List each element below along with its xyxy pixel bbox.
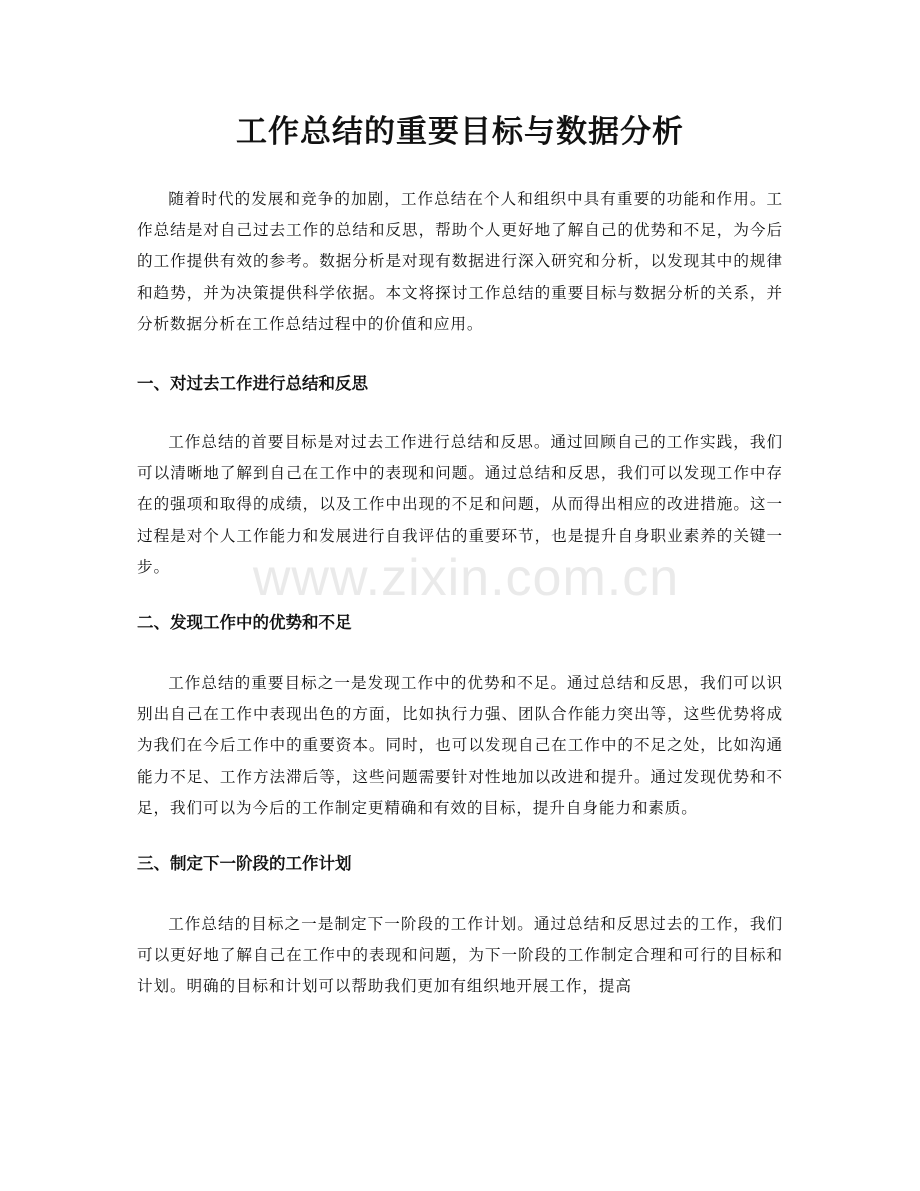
section-body-1: 工作总结的首要目标是对过去工作进行总结和反思。通过回顾自己的工作实践，我们可以清晰地了解到自己在工作中的表现和问题。通过总结和反思，我们可以发现工作中存在的强项和取得的成绩，以及工作中出现的不足和问题，从而得出相应的改进措施。这一过程是对个人工作能力和发展进行自我评估的重要环节，也是提升自身职业素养的关键一步。 bbox=[137, 433, 783, 576]
intro-paragraph: 随着时代的发展和竞争的加剧，工作总结在个人和组织中具有重要的功能和作用。工作总结是对自己过去工作的总结和反思，帮助个人更好地了解自己的优势和不足，为今后的工作提供有效的参考。数据分析是对现有数据进行深入研究和分析，以发现其中的规律和趋势，并为决策提供科学依据。本文将探讨工作总结的重要目标与数据分析的关系，并分析数据分析在工作总结过程中的价值和应用。 bbox=[137, 190, 783, 333]
section-heading-3: 三、制定下一阶段的工作计划 bbox=[137, 854, 352, 874]
watermark: www.zixin.com.cn bbox=[252, 549, 680, 607]
section-heading-2: 二、发现工作中的优势和不足 bbox=[137, 613, 352, 633]
section-heading-1: 一、对过去工作进行总结和反思 bbox=[137, 374, 368, 394]
section-body-3: 工作总结的目标之一是制定下一阶段的工作计划。通过总结和反思过去的工作，我们可以更好地了解自己在工作中的表现和问题，为下一阶段的工作制定合理和可行的目标和计划。明确的目标和计划可以帮助我们更加有组织地开展工作，提高 bbox=[137, 915, 783, 996]
page-title: 工作总结的重要目标与数据分析 bbox=[236, 114, 684, 150]
section-body-2: 工作总结的重要目标之一是发现工作中的优势和不足。通过总结和反思，我们可以识别出自己在工作中表现出色的方面，比如执行力强、团队合作能力突出等，这些优势将成为我们在今后工作中的重要资本。同时，也可以发现自己在工作中的不足之处，比如沟通能力不足、工作方法滞后等，这些问题需要针对性地加以改进和提升。通过发现优势和不足，我们可以为今后的工作制定更精确和有效的目标，提升自身能力和素质。 bbox=[137, 674, 783, 817]
